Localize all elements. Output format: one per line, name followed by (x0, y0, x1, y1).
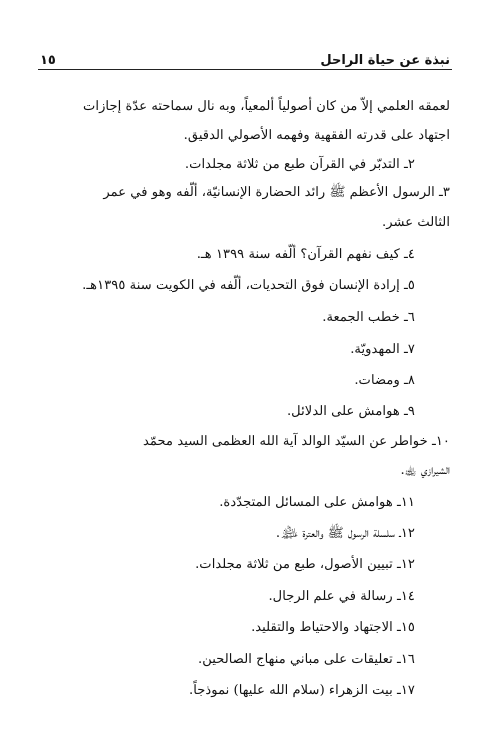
list-item: ١١ـ هوامش على المسائل المتجدّدة. (219, 495, 415, 510)
list-item: ١٧ـ بيت الزهراء (سلام الله عليها) نموذجاً. (189, 683, 415, 698)
header-title: نبذة عن حياة الراحل (320, 53, 450, 68)
list-item: ٧ـ المهدويّة. (350, 342, 415, 357)
paragraph-line: لعمقه العلمي إلاّ من كان أصولياً ألمعياً، وبه نال سماحته عدّة إجازات (82, 99, 450, 114)
list-item-continuation: الثالث عشر. (382, 215, 450, 230)
list-item: ٨ـ ومضات. (354, 373, 415, 388)
list-item: ١٦ـ تعليقات على مباني منهاج الصالحين. (198, 652, 415, 667)
header-rule (38, 69, 452, 70)
list-item: ١٠ـ خواطر عن السيّد الوالد آية الله العظمى السيد محمّد (143, 434, 450, 449)
list-item: ١٢ـ سلسلة الرسول ﷺ والعترة ﵈. (275, 526, 415, 541)
list-item: ٣ـ الرسول الأعظم ﷺ رائد الحضارة الإنسانيّة، ألّفه وهو في عمر (103, 185, 450, 200)
list-item: ١٤ـ رسالة في علم الرجال. (268, 589, 415, 604)
list-item: ٤ـ كيف نفهم القرآن؟ ألّفه سنة ١٣٩٩ هـ. (196, 247, 415, 262)
list-item: ١٥ـ الاجتهاد والاحتياط والتقليد. (251, 620, 415, 635)
list-item: ٥ـ إرادة الإنسان فوق التحديات، ألّفه في الكويت سنة ١٣٩٥هـ. (82, 278, 415, 293)
list-item: ٢ـ التدبّر في القرآن طبع من ثلاثة مجلدات. (184, 157, 415, 172)
paragraph-line: اجتهاد على قدرته الفقهية وفهمه الأصولي الدقيق. (183, 128, 450, 143)
page-number: ١٥ (40, 53, 56, 68)
running-header (40, 40, 450, 68)
list-item: ٩ـ هوامش على الدلائل. (286, 404, 415, 419)
list-item: ٦ـ خطب الجمعة. (322, 310, 415, 325)
list-item: ١٢ـ تبيين الأصول، طبع من ثلاثة مجلدات. (195, 557, 415, 572)
list-item-continuation: الشيرازي ﵀. (400, 463, 450, 478)
